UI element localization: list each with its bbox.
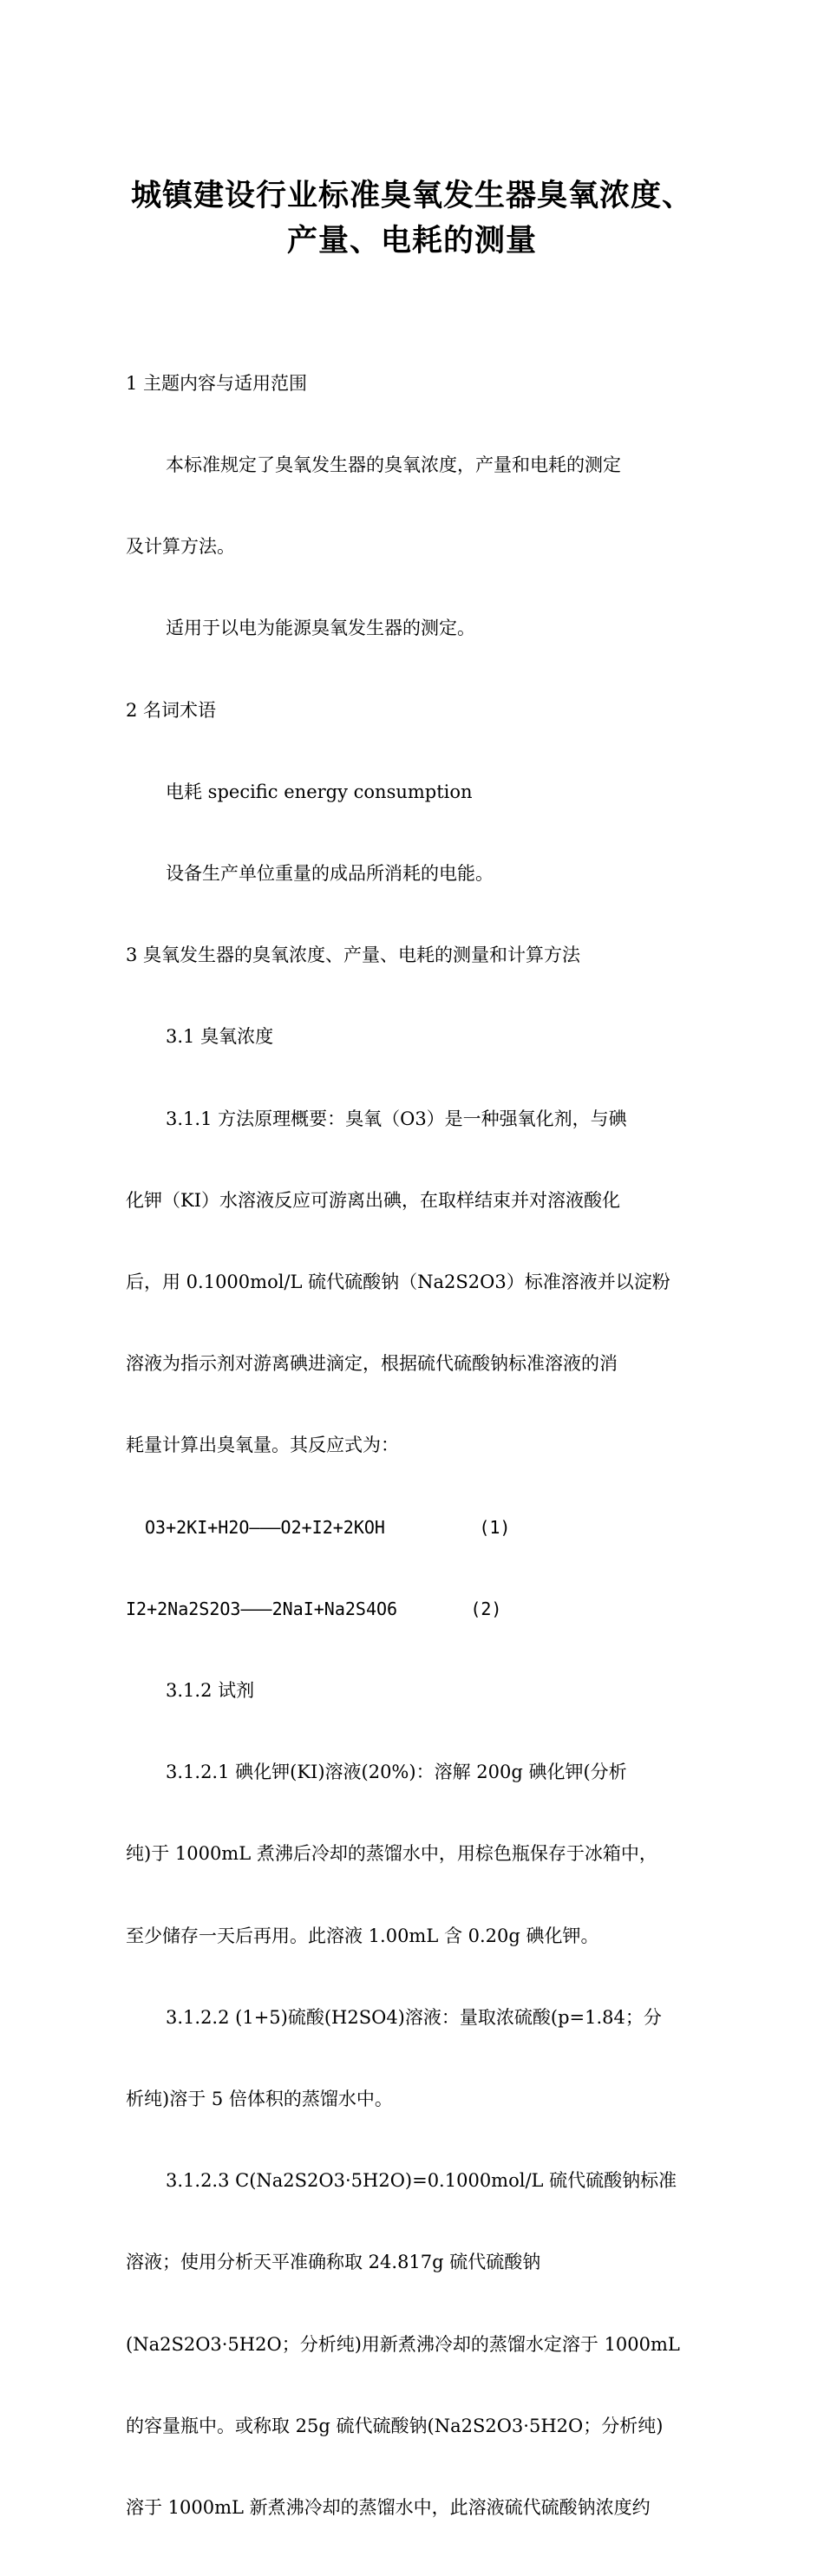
paragraph-line: 设备生产单位重量的成品所消耗的电能。 bbox=[166, 863, 494, 885]
document-title-line-1: 城镇建设行业标准臭氧发生器臭氧浓度、 bbox=[130, 178, 693, 213]
section-heading: 1 主题内容与适用范围 bbox=[126, 372, 308, 394]
paragraph-line: 溶液；使用分析天平准确称取 24.817g 硫代硫酸钠 bbox=[126, 2252, 541, 2273]
term-line: 电耗 specific energy consumption bbox=[166, 781, 473, 802]
paragraph-line: 析纯)溶于 5 倍体积的蒸馏水中。 bbox=[126, 2089, 393, 2110]
paragraph-line: (Na2S2O3·5H2O；分析纯)用新煮沸冷却的蒸馏水定溶于 1000mL bbox=[126, 2333, 680, 2355]
equation-2: I2+2Na2S2O3———2NaI+Na2S4O6 (2) bbox=[126, 1598, 502, 1619]
paragraph-line: 适用于以电为能源臭氧发生器的测定。 bbox=[166, 618, 475, 639]
paragraph-line: 3.1.2.1 碘化钾(KI)溶液(20%)：溶解 200g 碘化钾(分析 bbox=[166, 1762, 627, 1783]
paragraph-line: 后，用 0.1000mol/L 硫代硫酸钠（Na2S2O3）标准溶液并以淀粉 bbox=[126, 1272, 670, 1293]
paragraph-line: 至少储存一天后再用。此溶液 1.00mL 含 0.20g 碘化钾。 bbox=[126, 1925, 599, 1946]
paragraph-line: 溶于 1000mL 新煮沸冷却的蒸馏水中，此溶液硫代硫酸钠浓度约 bbox=[126, 2497, 651, 2519]
paragraph-line: 及计算方法。 bbox=[126, 536, 235, 558]
paragraph-line: 化钾（KI）水溶液反应可游离出碘，在取样结束并对溶液酸化 bbox=[126, 1189, 620, 1211]
document-title-line-2: 产量、电耗的测量 bbox=[286, 223, 537, 258]
paragraph-line: 溶液为指示剂对游离碘进滴定，根据硫代硫酸钠标准溶液的消 bbox=[126, 1353, 618, 1375]
section-heading: 3 臭氧发生器的臭氧浓度、产量、电耗的测量和计算方法 bbox=[126, 945, 581, 966]
equation-1: O3+2KI+H2O———O2+I2+2KOH (1) bbox=[145, 1516, 511, 1538]
paragraph-line: 本标准规定了臭氧发生器的臭氧浓度，产量和电耗的测定 bbox=[166, 454, 621, 476]
paragraph-line: 的容量瓶中。或称取 25g 硫代硫酸钠(Na2S2O3·5H2O；分析纯) bbox=[126, 2415, 664, 2436]
document-body bbox=[126, 316, 707, 2576]
paragraph-line: 耗量计算出臭氧量。其反应式为： bbox=[126, 1435, 399, 1456]
paragraph-line: 3.1.2.3 C(Na2S2O3·5H2O)=0.1000mol/L 硫代硫酸钠标准 bbox=[166, 2170, 677, 2192]
paragraph-line: 3.1.2.2 (1+5)硫酸(H2SO4)溶液：量取浓硫酸(p=1.84；分 bbox=[166, 2006, 662, 2028]
section-heading: 2 名词术语 bbox=[126, 699, 217, 721]
subsection-heading: 3.1.2 试剂 bbox=[166, 1680, 255, 1702]
paragraph-line: 3.1.1 方法原理概要：臭氧（O3）是一种强氧化剂，与碘 bbox=[166, 1108, 627, 1129]
subsection-heading: 3.1 臭氧浓度 bbox=[166, 1026, 274, 1048]
paragraph-line: 纯)于 1000mL 煮沸后冷却的蒸馏水中，用棕色瓶保存于冰箱中， bbox=[126, 1843, 657, 1865]
